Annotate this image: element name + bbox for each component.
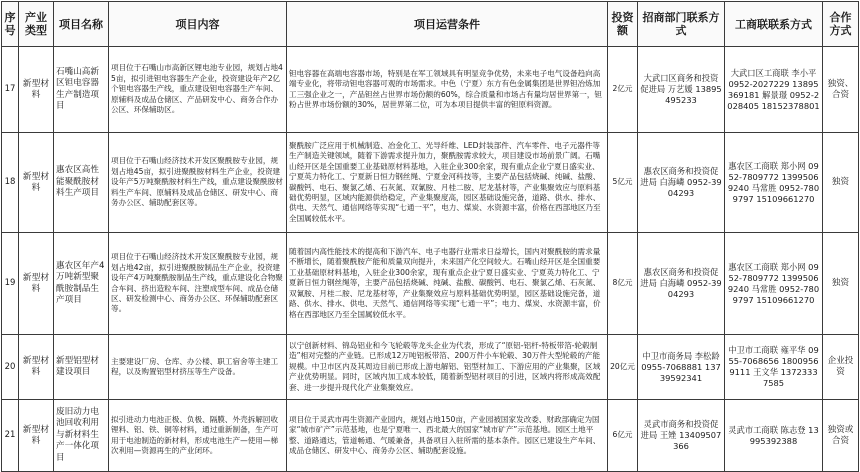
project-content: 项目位于石嘴山经济技术开发区聚酰胺专业园，规划占地45亩，拟引进聚酰胺材料生产企业，投资建设年产5万吨聚酰胺材料生产线，重点建设聚酰胺材料生产车间、原辅料及成品仓储区、研发中心、商务办公区、辅助配套区等。: [109, 133, 287, 233]
industry-type: 新型材料: [19, 400, 54, 472]
table-row: [2, 400, 859, 472]
investment-contact: 中卫市商务局 李松龄 0955-7068881 13739592341: [638, 335, 725, 400]
commerce-contact: 惠农区工商联 郑小网 0952-7809772 13995069240 马常胜 0952-7809797 15109661270: [725, 133, 823, 233]
header-project-content: 项目内容: [109, 2, 287, 47]
header-cooperation-mode: 合作方式: [823, 2, 859, 47]
industry-type: 新型材料: [19, 133, 54, 233]
project-content: 项目位于石嘴山市高新区锂电池专业园，规划占地45亩，拟引进钽电容器生产企业，投资建设年产2亿个钽电容器生产线，重点建设钽电容器生产车间、原辅料及成品仓储区、产品研发中心、商务合作办公区、环保辅助区。: [109, 47, 287, 133]
row-number: 19: [2, 233, 19, 335]
row-number: 18: [2, 133, 19, 233]
project-name: 惠农区高性能聚酰胺材料生产项目: [54, 133, 109, 233]
cooperation-mode: 企业投资: [823, 335, 859, 400]
header-industry-type: 产业类型: [19, 2, 54, 47]
row-number: 20: [2, 335, 19, 400]
header-no: 序号: [2, 2, 19, 47]
cooperation-mode: 独资、合资: [823, 47, 859, 133]
project-name: 废旧动力电池回收利用与新材料生产一体化项目: [54, 400, 109, 472]
header-investment: 投资额: [608, 2, 638, 47]
cooperation-mode: 独资: [823, 233, 859, 335]
project-content: 拟引进动力电池正极、负极、隔膜、外壳拆解回收锂料、铝、铁、铜等材料，通过重新制备，生产可用于电池制造的新材料，形成电池生产—使用—梯次利用—资源再生的产业闭环。: [109, 400, 287, 472]
header-row: [2, 2, 859, 47]
commerce-contact: 灵武市工商联 陈志登 13995392388: [725, 400, 823, 472]
investment-contact: 灵武市商务和投资促进局 王矬 13409507366: [638, 400, 725, 472]
table-row: [2, 47, 859, 133]
project-content: 项目位于石嘴山经济技术开发区聚酰胺专业园，规划占地42亩，拟引进聚酰胺制品生产企业，投资建设年产4万吨聚酰胺制品生产线，重点建设化合物聚合车间、挤出造粒车间、注塑成型车间、成品仓储区、研发检测中心、商务办公区、环保辅助配套区等。: [109, 233, 287, 335]
commerce-contact: 中卫市工商联 雍平华 0955-7068656 18009569111 王文华 13723337585: [725, 335, 823, 400]
table-row: [2, 233, 859, 335]
operating-conditions: 以宁创新材料、锦岛铝业和今飞轮毂等龙头企业为代表，形成了“原铝-铝杆-特板带箔-轮毂制造”相对完整的产业链。已形成12万吨铝板带箔、200万件小车轮毂、30万件大型轮毂的产能规模。中卫市区内及其周边目前已形成上游电解铝、铝型材加工、下游应用的产业集聚，区域产业优势明显。同时，区域内加工成本较低，随着新型铝材项目的引进，区域内将形成高效配套、进一步提升现代化产业集聚效应。: [287, 335, 608, 400]
commerce-contact: 大武口区工商联 李小平 0952-2027229 13895369181 解景璟 0952-2028405 18152378801: [725, 47, 823, 133]
header-commerce-contact: 工商联联系方式: [725, 2, 823, 47]
operating-conditions: 聚酰胺广泛应用于机械制造、冶金化工、光导纤维、LED封装部件、汽车零件、电子元器件等生产制造关键领域，随着下游需求提升加力，聚酰胺需求较大，项目建设市场前景广阔。石嘴山经开区是全国重要工业基础原材料基地，入驻企业300余家，现有重点企业宁夏日盛实业、宁夏英力特化工、宁夏新日恒力钢丝绳、宁夏金河科技等，主要产品包括烧碱、纯碱、盐酸、碳酸钙、电石、聚氯乙烯、石灰氮、双氰胺、月桂二胺、尼龙基材等，产业集聚效应与原料基础优势明显，区域内能源供给稳定，产业集聚度高，园区基础设施完备，道路、供水、排水、供电、天然气、通信网络等实现“七通一平”，电力、煤炭、水资源丰富，价格在西部地区乃至全国属较低水平。: [287, 133, 608, 233]
investment-contact: 惠农区商务和投资促进局 白海嶙 0952-3904293: [638, 233, 725, 335]
investment-amount: 20亿元: [608, 335, 638, 400]
cooperation-mode: 独资: [823, 133, 859, 233]
row-number: 17: [2, 47, 19, 133]
header-operating-conditions: 项目运营条件: [287, 2, 608, 47]
project-content: 主要建设厂房、仓库、办公楼、职工宿舍等主建工程，以及购置铝型材挤压等生产设备。: [109, 335, 287, 400]
investment-contact: 惠农区商务和投资促进局 白海嶙 0952-3904293: [638, 133, 725, 233]
industry-type: 新型材料: [19, 233, 54, 335]
investment-amount: 5亿元: [608, 133, 638, 233]
investment-amount: 8亿元: [608, 233, 638, 335]
project-name: 惠农区年产4万吨新型聚酰胺制品生产项目: [54, 233, 109, 335]
operating-conditions: 项目位于灵武市再生资源产业园内，规划占地150亩，产业园被国家发改委、财政部确定为国家“城市矿产”示范基地，也是宁夏唯一、西北最大的国家“城市矿产”示范基地。园区土地平整、道路通达，管道畅通、气暖兼备，具备项目入驻所需的基本条件。园区已建设生产车间、成品仓储区、研发中心、商务办公区、辅助配套设施。: [287, 400, 608, 472]
operating-conditions: 钽电容器在高端电容器市场，特别是在军工领域具有明显竞争优势，未来电子电气设备趋向高端专业化，将带动钽电容器可观的市场需求。中色（宁夏）东方有色金属集团是世界钽冶炼加工三强企业之一，产品钽丝占世界市场份额的60%，综合质量和市场占有量均居世界第一，钽粉占世界市场份额的30%，居世界第二位，可为本项目提供丰富的钽原料资源。: [287, 47, 608, 133]
project-name: 新型铝型材建设项目: [54, 335, 109, 400]
investment-contact: 大武口区商务和投资促进局 万艺媛 13895495233: [638, 47, 725, 133]
investment-amount: 6亿元: [608, 400, 638, 472]
investment-amount: 2亿元: [608, 47, 638, 133]
project-table: [1, 1, 859, 472]
cooperation-mode: 独资或合资: [823, 400, 859, 472]
table-row: [2, 133, 859, 233]
commerce-contact: 惠农区工商联 郑小网 0952-7809772 13995069240 马常胜 0952-7809797 15109661270: [725, 233, 823, 335]
header-investment-contact: 招商部门联系方式: [638, 2, 725, 47]
operating-conditions: 随着国内高性能技术的提高和下游汽车、电子电器行业需求日益增长，国内对聚酰胺的需求量不断增长，随着聚酰胺产能和质量双向提升，未来国产化空间较大。石嘴山经开区是全国重要工业基础原材料基地，入驻企业300余家，现有重点企业宁夏日盛实业、宁夏英力特化工、宁夏新日恒力钢丝绳等，主要产品包括烧碱、纯碱、盐酸、碳酸钙、电石、聚氯乙烯、石灰氮、双氰胺、月桂二胺、尼龙基材等，产业集聚效应与原料基础优势明显，园区基础设施完备，道路、供水、排水、供电、天然气、通信网络等实现“七通一平”；电力、煤炭、水资源丰富，价格在西部地区乃至全国属较低水平。: [287, 233, 608, 335]
header-project-name: 项目名称: [54, 2, 109, 47]
row-number: 21: [2, 400, 19, 472]
project-name: 石嘴山高新区钽电容器生产制造项目: [54, 47, 109, 133]
industry-type: 新型材料: [19, 47, 54, 133]
table-row: [2, 335, 859, 400]
industry-type: 新型材料: [19, 335, 54, 400]
